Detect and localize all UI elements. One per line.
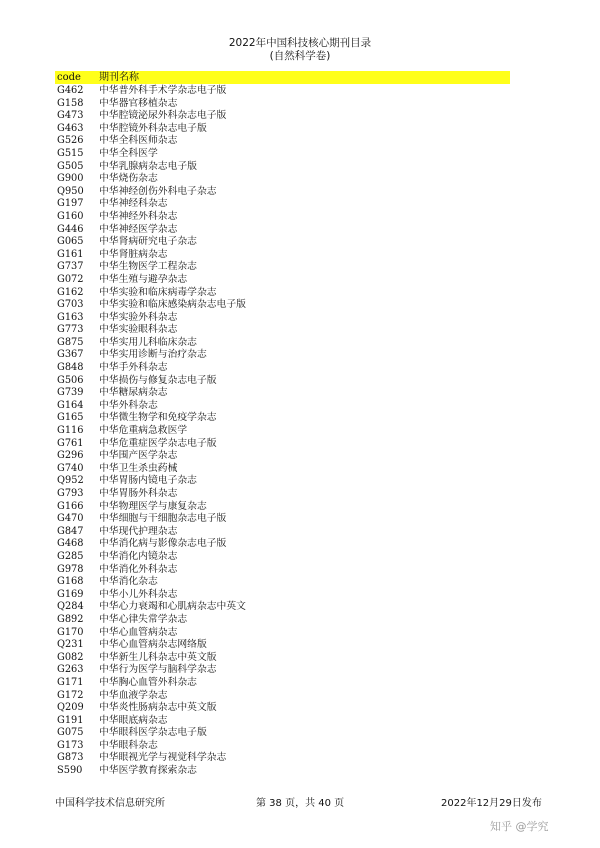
table-row [55,551,515,564]
table-row [55,362,515,375]
journal-name: 中华腔镜泌尿外科杂志电子版 [99,110,227,122]
table-row [55,312,515,325]
journal-code: G161 [57,248,84,260]
journal-code: G072 [57,273,84,285]
table-row [55,249,515,262]
journal-name: 中华器官移植杂志 [99,97,178,109]
journal-code: G165 [57,412,84,424]
table-row [55,576,515,589]
journal-code: G892 [57,613,84,625]
table-row [55,690,515,703]
table-row [55,110,515,123]
journal-code: G197 [57,198,84,210]
journal-name: 中华危重病急救医学 [99,425,188,437]
journal-name: 中华血液学杂志 [99,689,168,701]
journal-code: G463 [57,122,84,134]
journal-name: 中华全科医师杂志 [99,135,178,147]
journal-name: 中华肾脏病杂志 [99,248,168,260]
table-row [55,765,515,778]
document-subtitle: (自然科学卷) [269,50,331,62]
document-title: 2022年中国科技核心期刊目录 [228,37,372,49]
journal-code: G116 [57,425,84,437]
table-row [55,727,515,740]
journal-name: 中华围产医学杂志 [99,450,178,462]
journal-name: 中华胃肠外科杂志 [99,488,178,499]
table-row [55,261,515,274]
journal-code: G158 [57,97,84,109]
journal-name: 中华胸心血管外科杂志 [99,676,197,688]
table-row [55,135,515,148]
table-row [55,438,515,451]
journal-name: 中华实验眼科杂志 [99,324,178,336]
table-row [55,463,515,476]
journal-name: 中华消化内镜杂志 [99,550,178,562]
journal-code: G875 [57,336,84,348]
header-name: 期刊名称 [99,72,139,83]
table-row [55,425,515,438]
journal-code: G470 [57,513,84,525]
journal-code: G793 [57,488,84,499]
journal-code: G773 [57,324,84,336]
journal-name: 中华眼底病杂志 [99,714,168,726]
journal-code: Q284 [57,601,84,613]
journal-code: G162 [57,286,84,298]
journal-name: 中华消化外科杂志 [99,563,178,575]
journal-name: 中华行为医学与脑科学杂志 [99,664,217,676]
table-row [55,526,515,539]
journal-code: G172 [57,689,84,701]
journal-code: G075 [57,727,84,739]
journal-code: G163 [57,311,84,323]
table-row [55,752,515,765]
journal-name: 中华生物医学工程杂志 [99,261,197,273]
journal-code: G761 [57,437,84,449]
journal-name: 中华眼科杂志 [99,739,158,751]
watermark: 知乎 @学究 [490,820,549,833]
journal-code: G978 [57,563,84,575]
footer-date: 2022年12月29日发布 [441,798,542,809]
journal-code: Q952 [57,475,84,487]
journal-name: 中华神经科杂志 [99,198,168,210]
journal-code: G168 [57,576,84,588]
journal-name: 中华现代护理杂志 [99,525,178,537]
journal-name: 中华卫生杀虫药械 [99,462,178,474]
journal-name: 中华神经创伤外科电子杂志 [99,185,217,197]
journal-code: G191 [57,714,84,726]
journal-code: Q950 [57,185,84,197]
journal-code: G065 [57,236,84,248]
table-row [55,148,515,161]
journal-code: G263 [57,664,84,676]
journal-name: 中华医学教育探索杂志 [99,765,197,777]
journal-code: G900 [57,173,84,185]
table-row [55,324,515,337]
table-row [55,198,515,211]
journal-name: 中华实用诊断与治疗杂志 [99,349,207,361]
journal-name: 中华心血管病杂志网络版 [99,639,207,651]
journal-code: G515 [57,147,84,159]
footer-page: 第 38 页，共 40 页 [256,798,345,809]
table-row [55,123,515,136]
journal-code: G170 [57,626,84,638]
header-code: code [57,72,81,83]
journal-code: G873 [57,752,84,764]
table-row [55,173,515,186]
table-row [55,412,515,425]
journal-name: 中华心律失常学杂志 [99,613,188,625]
journal-name: 中华炎性肠病杂志中英文版 [99,702,217,714]
journal-code: G526 [57,135,84,147]
table-row [55,513,515,526]
table-row [55,274,515,287]
journal-code: G285 [57,550,84,562]
journal-table [55,85,515,778]
journal-code: G169 [57,588,84,600]
table-row [55,349,515,362]
journal-code: G739 [57,387,84,399]
table-row [55,652,515,665]
table-row [55,740,515,753]
table-row [55,601,515,614]
table-row [55,186,515,199]
journal-name: 中华肾病研究电子杂志 [99,236,197,248]
table-row [55,224,515,237]
table-row [55,161,515,174]
journal-code: G462 [57,85,84,96]
journal-name: 中华腔镜外科杂志电子版 [99,122,207,134]
table-row [55,488,515,501]
journal-name: 中华普外科手术学杂志电子版 [99,85,227,96]
journal-code: G296 [57,450,84,462]
journal-code: S590 [57,765,83,777]
journal-code: G160 [57,210,84,222]
journal-code: G164 [57,399,84,411]
journal-code: G506 [57,374,84,386]
table-row [55,715,515,728]
journal-name: 中华眼视光学与视觉科学杂志 [99,752,227,764]
table-row [55,664,515,677]
journal-code: G740 [57,462,84,474]
journal-name: 中华神经外科杂志 [99,210,178,222]
journal-code: G703 [57,299,84,311]
table-row [55,475,515,488]
journal-name: 中华手外科杂志 [99,362,168,374]
table-row [55,450,515,463]
table-row [55,211,515,224]
table-row [55,337,515,350]
journal-code: Q209 [57,702,84,714]
journal-code: G166 [57,500,84,512]
table-row [55,564,515,577]
journal-name: 中华胃肠内镜电子杂志 [99,475,197,487]
journal-code: G367 [57,349,84,361]
table-row [55,98,515,111]
journal-name: 中华小儿外科杂志 [99,588,178,600]
journal-code: Q231 [57,639,84,651]
journal-name: 中华危重症医学杂志电子版 [99,437,217,449]
journal-code: G473 [57,110,84,122]
journal-code: G468 [57,538,84,550]
journal-code: G848 [57,362,84,374]
table-row [55,375,515,388]
table-row [55,299,515,312]
table-row [55,400,515,413]
table-row [55,614,515,627]
journal-code: G737 [57,261,84,273]
journal-name: 中华实验外科杂志 [99,311,178,323]
journal-name: 中华物理医学与康复杂志 [99,500,207,512]
journal-code: G505 [57,160,84,172]
journal-name: 中华实验和临床病毒学杂志 [99,286,217,298]
journal-name: 中华烧伤杂志 [99,173,158,185]
journal-name: 中华心力衰竭和心肌病杂志中英文 [99,601,246,613]
table-row [55,627,515,640]
table-row [55,85,515,98]
table-row [55,589,515,602]
table-header [55,71,510,84]
journal-code: G847 [57,525,84,537]
journal-name: 中华消化病与影像杂志电子版 [99,538,227,550]
journal-name: 中华消化杂志 [99,576,158,588]
table-row [55,287,515,300]
journal-name: 中华糖尿病杂志 [99,387,168,399]
table-row [55,702,515,715]
journal-name: 中华新生儿科杂志中英文版 [99,651,217,663]
footer-publisher: 中国科学技术信息研究所 [55,798,165,809]
table-row [55,639,515,652]
journal-code: G446 [57,223,84,235]
journal-name: 中华生殖与避孕杂志 [99,273,188,285]
journal-name: 中华心血管病杂志 [99,626,178,638]
journal-name: 中华实验和临床感染病杂志电子版 [99,299,246,311]
journal-name: 中华实用儿科临床杂志 [99,336,197,348]
table-row [55,677,515,690]
journal-name: 中华细胞与干细胞杂志电子版 [99,513,227,525]
journal-name: 中华神经医学杂志 [99,223,178,235]
table-row [55,538,515,551]
table-row [55,501,515,514]
journal-name: 中华乳腺病杂志电子版 [99,160,197,172]
journal-code: G082 [57,651,84,663]
table-row [55,236,515,249]
journal-name: 中华微生物学和免疫学杂志 [99,412,217,424]
journal-code: G173 [57,739,84,751]
journal-name: 中华损伤与修复杂志电子版 [99,374,217,386]
journal-name: 中华外科杂志 [99,399,158,411]
journal-name: 中华全科医学 [99,147,158,159]
journal-name: 中华眼科医学杂志电子版 [99,727,207,739]
table-row [55,387,515,400]
journal-code: G171 [57,676,84,688]
